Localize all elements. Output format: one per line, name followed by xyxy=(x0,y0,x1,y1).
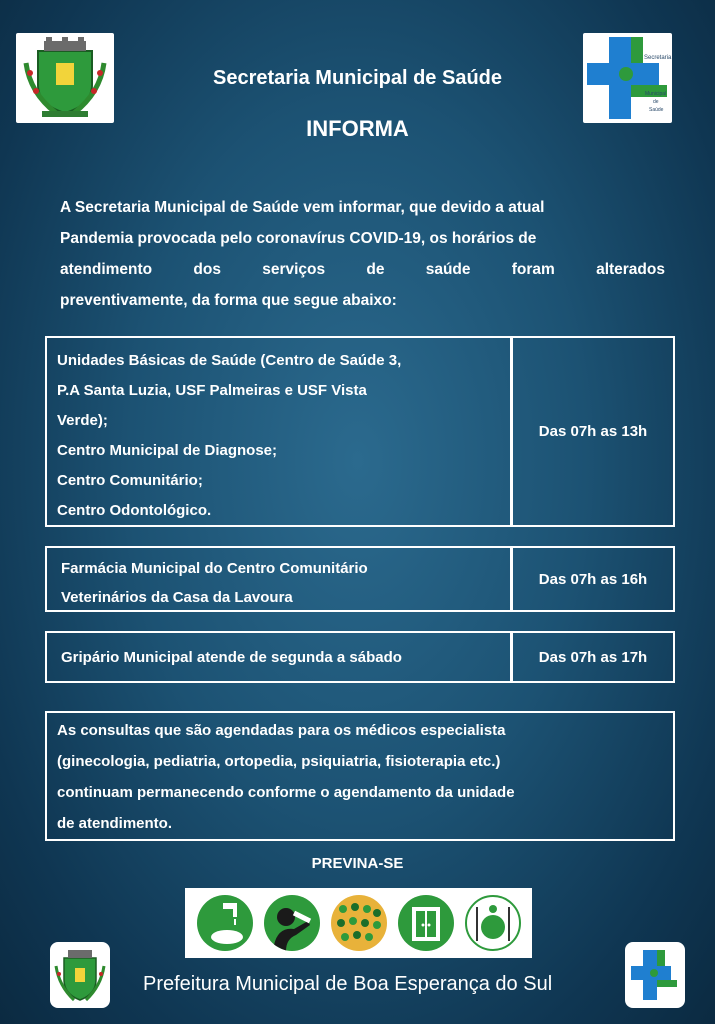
intro-line: Pandemia provocada pelo coronavírus COVID-19, os horários de xyxy=(60,230,537,247)
schedule-hours: Das 07h as 17h xyxy=(538,648,648,666)
prevention-icons-strip xyxy=(185,888,532,958)
intro-line: atendimento dos serviços de saúde foram alterados xyxy=(60,261,665,278)
notice-line: de atendimento. xyxy=(57,815,173,832)
intro-line: A Secretaria Municipal de Saúde vem informar, que devido a atual xyxy=(60,199,545,216)
page-title: Secretaria Municipal de Saúde xyxy=(213,67,502,89)
schedule-services xyxy=(47,548,513,610)
service-line: Centro Municipal de Diagnose; xyxy=(57,442,278,459)
logo-secretaria-label: Secretaria xyxy=(644,55,672,61)
schedule-table-flu-clinic xyxy=(45,631,675,683)
cough-into-elbow-icon xyxy=(264,895,320,951)
own-utensils-icon xyxy=(465,895,521,951)
logo-saude-label: Saúde xyxy=(649,107,664,113)
footer-coat-of-arms-logo xyxy=(50,942,110,1008)
stay-home-icon xyxy=(398,895,454,951)
schedule-services xyxy=(47,633,513,681)
crowd-icon xyxy=(331,895,387,951)
schedule-hours: Das 07h as 16h xyxy=(538,570,648,588)
service-line: Unidades Básicas de Saúde (Centro de Saúde 3, xyxy=(57,352,402,369)
notice-line: (ginecologia, pediatria, ortopedia, psiquiatria, fisioterapia etc.) xyxy=(57,753,501,770)
service-line: Verde); xyxy=(57,412,108,429)
schedule-table-basic-units xyxy=(45,336,675,527)
service-line: Farmácia Municipal do Centro Comunitário xyxy=(61,560,368,577)
hand-washing-icon xyxy=(197,895,253,951)
schedule-table-pharmacy xyxy=(45,546,675,612)
logo-municipal-label: Municipal xyxy=(645,91,667,97)
intro-line: preventivamente, da forma que segue abaixo: xyxy=(60,292,397,309)
intro-paragraph xyxy=(60,192,665,316)
service-line: P.A Santa Luzia, USF Palmeiras e USF Vista xyxy=(57,382,367,399)
service-line: Centro Comunitário; xyxy=(57,472,203,489)
page-subtitle: INFORMA xyxy=(306,116,409,141)
schedule-hours: Das 07h as 13h xyxy=(538,423,648,440)
notice-line: As consultas que são agendadas para os médicos especialista xyxy=(57,722,506,739)
service-line: Gripário Municipal atende de segunda a sábado xyxy=(61,648,402,666)
logo-de-label: de xyxy=(653,99,659,105)
coat-of-arms-icon xyxy=(50,942,110,1008)
footer-secretaria-logo xyxy=(625,942,685,1008)
footer-text: Prefeitura Municipal de Boa Esperança do Sul xyxy=(143,973,553,995)
service-line: Veterinários da Casa da Lavoura xyxy=(61,589,293,606)
health-cross-icon xyxy=(625,942,685,1008)
schedule-services xyxy=(47,338,513,525)
specialist-notice xyxy=(45,711,675,841)
service-line: Centro Odontológico. xyxy=(57,502,212,519)
prevention-label: PREVINA-SE xyxy=(311,855,404,872)
notice-line: continuam permanecendo conforme o agendamento da unidade xyxy=(57,784,515,801)
